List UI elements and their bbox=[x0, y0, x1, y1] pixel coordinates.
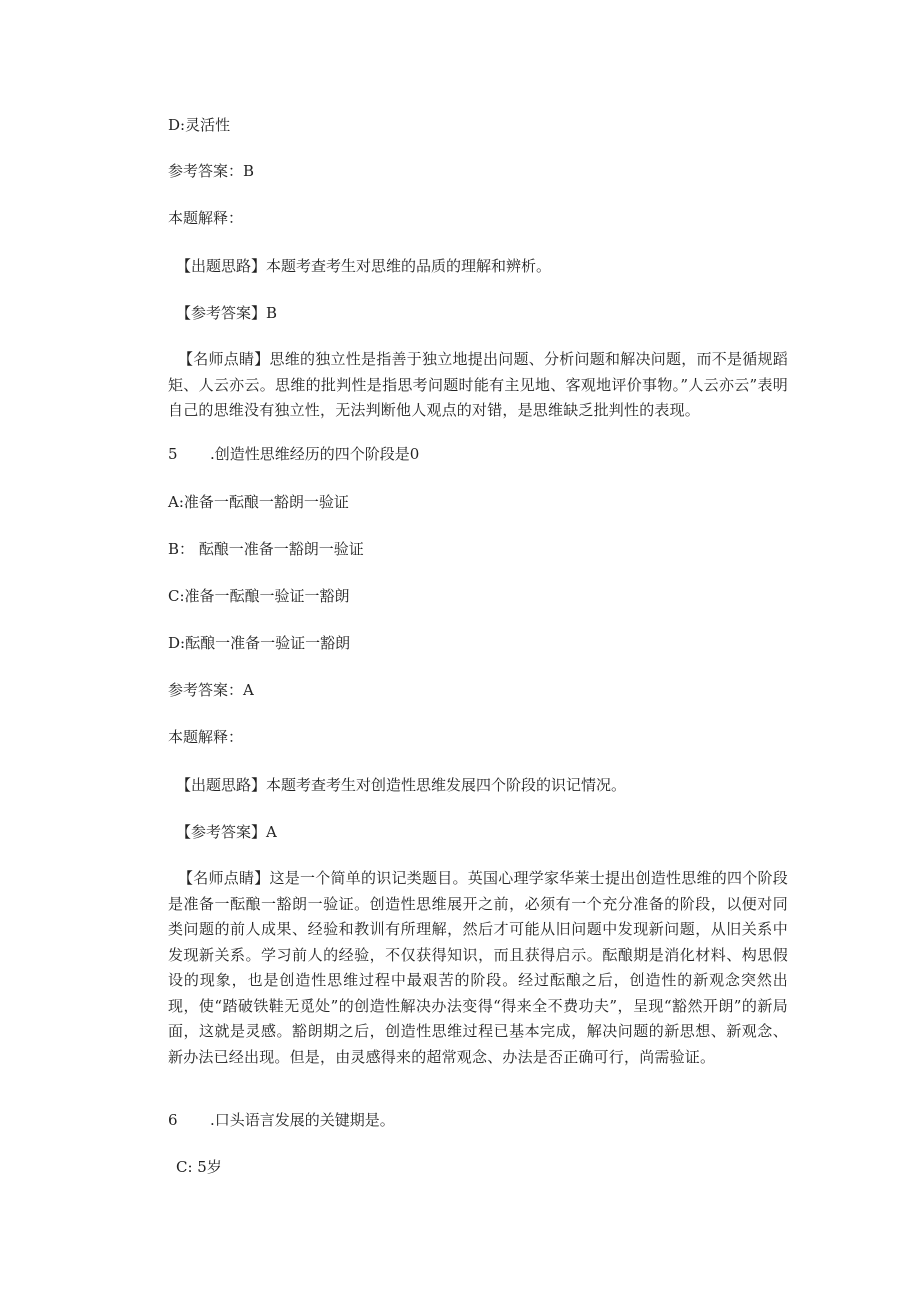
q5-question-idea: 【出题思路】本题考查考生对创造性思维发展四个阶段的识记情况。 bbox=[176, 776, 627, 794]
q5-reference-answer: 【参考答案】A bbox=[176, 823, 277, 841]
q5-question bbox=[168, 444, 419, 464]
q5-question-text: .创造性思维经历的四个阶段是0 bbox=[210, 445, 420, 463]
q6-question bbox=[168, 1110, 395, 1130]
q5-number: 5 bbox=[168, 445, 178, 463]
q4-explanation-label: 本题解释： bbox=[168, 209, 244, 227]
q5-teacher-comment: 【名师点睛】这是一个简单的识记类题目。英国心理学家华莱士提出创造性思维的四个阶段是准备一酝酿一豁朗一验证。创造性思维展开之前，必须有一个充分准备的阶段，以便对同类问题的前人成果、经验和教训有所理解，然后才可能从旧问题中发现新问题，从旧关系中发现新关系。学习前人的经验，不仅获得知识，而且获得启示。酝酿期是消化材料、构思假设的现象，也是创造性思维过程中最艰苦的阶段。经过酝酿之后，创造性的新观念突然出现，使“踏破铁鞋无觅处”的创造性解决办法变得“得来全不费功夫”，呈现“豁然开朗”的新局面，这就是灵感。豁朗期之后，创造性思维过程已基本完成，解决问题的新思想、新观念、新办法已经出现。但是，由灵感得来的超常观念、办法是否正确可行，尚需验证。 bbox=[168, 869, 788, 1066]
q6-question-text: .口头语言发展的关键期是。 bbox=[210, 1111, 395, 1129]
q4-reference-answer: 【参考答案】B bbox=[176, 304, 278, 322]
q5-option-a: A:准备一酝酿一豁朗一验证 bbox=[168, 493, 349, 511]
q5-option-c: C:准备一酝酿一验证一豁朗 bbox=[168, 587, 350, 605]
q6-option-c: C: 5岁 bbox=[176, 1158, 222, 1176]
q6-number: 6 bbox=[168, 1111, 178, 1129]
q4-teacher-comment: 【名师点睛】思维的独立性是指善于独立地提出问题、分析问题和解决问题，而不是循规蹈矩、人云亦云。思维的批判性是指思考问题时能有主见地、客观地评价事物。”人云亦云”表明自己的思维没有独立性，无法判断他人观点的对错，是思维缺乏批判性的表现。 bbox=[168, 350, 788, 419]
q4-answer: 参考答案：B bbox=[168, 162, 255, 180]
q4-question-idea: 【出题思路】本题考查考生对思维的品质的理解和辨析。 bbox=[176, 257, 552, 275]
q5-option-b: B： 酝酿一准备一豁朗一验证 bbox=[168, 540, 364, 558]
q4-option-d: D:灵活性 bbox=[168, 116, 231, 134]
q5-explanation-label: 本题解释： bbox=[168, 728, 244, 746]
q5-answer: 参考答案：A bbox=[168, 681, 254, 699]
q5-option-d: D:酝酿一准备一验证一豁朗 bbox=[168, 634, 351, 652]
